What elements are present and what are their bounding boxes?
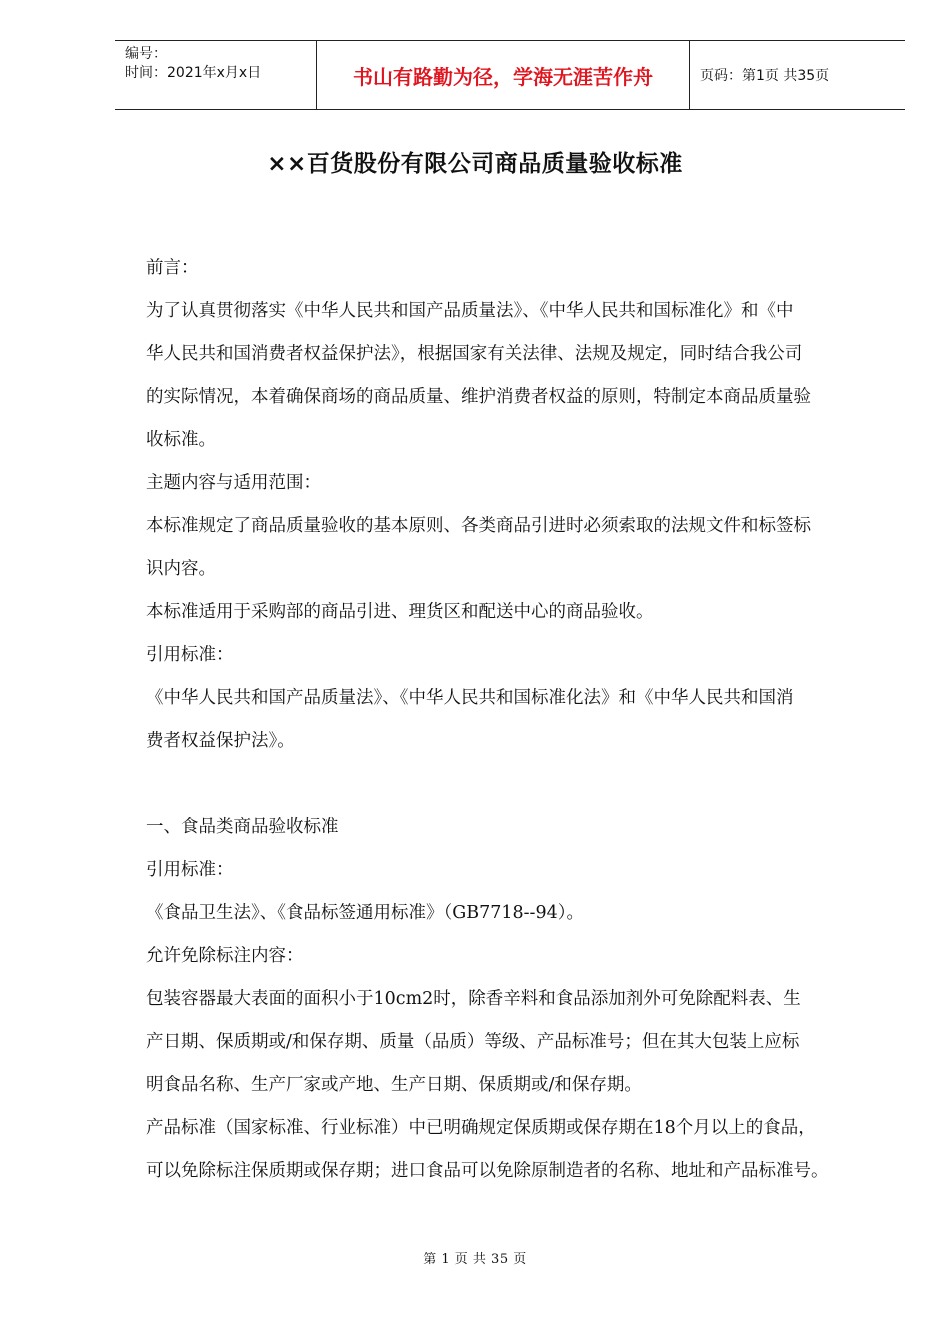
header-table xyxy=(115,40,905,110)
document-title: ××百货股份有限公司商品质量验收标准 xyxy=(267,151,683,177)
paragraph: 前言： xyxy=(146,258,199,278)
paragraph: 华人民共和国消费者权益保护法》，根据国家有关法律、法规及规定，同时结合我公司 xyxy=(146,344,803,364)
code-label: 编号： xyxy=(125,46,167,62)
motto: 书山有路勤为径，学海无涯苦作舟 xyxy=(317,41,690,109)
document-body xyxy=(146,247,886,1193)
header-page-info: 页码：第1页 共35页 xyxy=(700,68,830,84)
page-footer: 第 1 页 共 35 页 xyxy=(423,1252,527,1267)
paragraph: 本标准规定了商品质量验收的基本原则、各类商品引进时必须索取的法规文件和标签标 xyxy=(146,516,811,536)
paragraph: 《中华人民共和国产品质量法》、《中华人民共和国标准化法》和《中华人民共和国消 xyxy=(146,688,794,708)
paragraph: 主题内容与适用范围： xyxy=(146,473,321,493)
paragraph: 允许免除标注内容： xyxy=(146,946,304,966)
time-label: 时间：2021年x月x日 xyxy=(125,65,262,81)
header-meta-cell xyxy=(115,41,317,109)
paragraph: 产日期、保质期或/和保存期、质量（品质）等级、产品标准号；但在其大包装上应标 xyxy=(146,1032,800,1052)
paragraph: 的实际情况，本着确保商场的商品质量、维护消费者权益的原则，特制定本商品质量验 xyxy=(146,387,811,407)
paragraph: 可以免除标注保质期或保存期；进口食品可以免除原制造者的名称、地址和产品标准号。 xyxy=(146,1161,829,1181)
paragraph: 明食品名称、生产厂家或产地、生产日期、保质期或/和保存期。 xyxy=(146,1075,642,1095)
paragraph: 本标准适用于采购部的商品引进、理货区和配送中心的商品验收。 xyxy=(146,602,654,622)
paragraph: 引用标准： xyxy=(146,860,234,880)
section-heading: 一、食品类商品验收标准 xyxy=(146,817,339,837)
paragraph: 产品标准（国家标准、行业标准）中已明确规定保质期或保存期在18个月以上的食品， xyxy=(146,1118,816,1138)
paragraph: 《食品卫生法》、《食品标签通用标准》（GB7718--94）。 xyxy=(146,903,584,923)
paragraph: 包装容器最大表面的面积小于10cm2时，除香辛料和食品添加剂外可免除配料表、生 xyxy=(146,989,801,1009)
paragraph-gap xyxy=(146,763,886,806)
paragraph: 引用标准： xyxy=(146,645,234,665)
paragraph: 为了认真贯彻落实《中华人民共和国产品质量法》、《中华人民共和国标准化》和《中 xyxy=(146,301,794,321)
paragraph: 识内容。 xyxy=(146,559,216,579)
paragraph: 费者权益保护法》。 xyxy=(146,731,295,751)
paragraph: 收标准。 xyxy=(146,430,216,450)
